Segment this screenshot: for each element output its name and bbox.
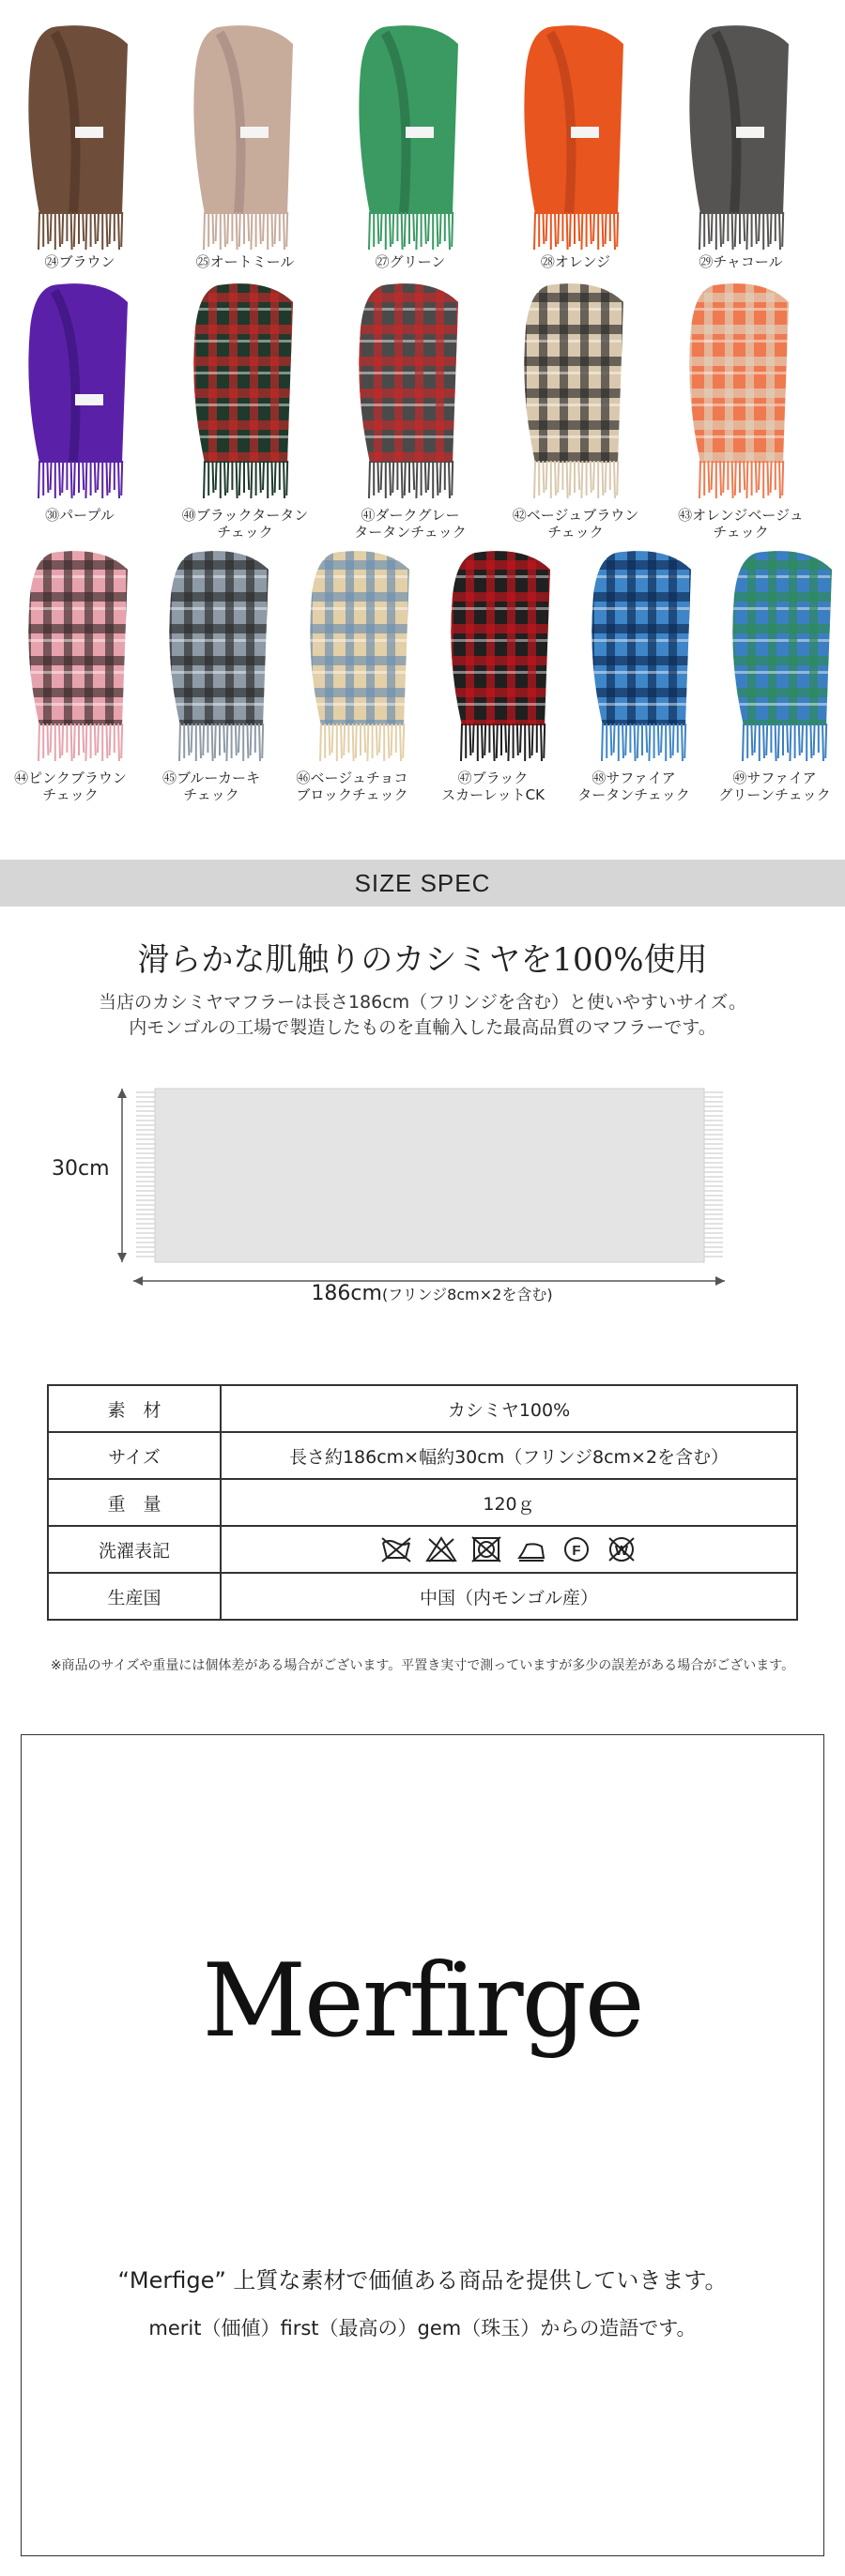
no-bleach-icon (425, 1535, 457, 1563)
spec-key: 洗濯表記 (48, 1526, 221, 1573)
color-label-line: ㊷ベージュブラウン (512, 507, 639, 524)
care-icons (380, 1535, 638, 1563)
color-label (554, 770, 714, 803)
color-label-line: ㉗グリーン (375, 253, 446, 270)
color-label (496, 507, 655, 541)
arrow-left-icon (133, 1276, 143, 1286)
color-label-line: ㊼ブラック (457, 770, 529, 786)
no-wet-clean-icon (606, 1535, 638, 1563)
scarf-image (580, 549, 704, 765)
color-label-line: チェック (547, 524, 604, 541)
color-label-line: ㊾サファイア (732, 770, 817, 786)
brand-logo: Merfirge (202, 1943, 643, 2060)
svg-text:W: W (614, 1543, 629, 1559)
scarf-image (513, 282, 637, 502)
color-label (131, 770, 291, 803)
color-label (496, 253, 655, 270)
length-note: (フリンジ8cm×2を含む) (381, 1286, 553, 1303)
color-label (0, 253, 160, 270)
spec-key: 重 量 (48, 1479, 221, 1526)
spec-value: 中国（内モンゴル産） (221, 1573, 797, 1620)
no-tumble-dry-icon (470, 1535, 502, 1563)
description-line: 当店のカシミヤマフラーは長さ186cm（フリンジを含む）と使いやすいサイズ。 (98, 992, 747, 1013)
length-label (282, 1282, 582, 1305)
color-label (0, 770, 150, 803)
table-row (48, 1526, 797, 1573)
color-label (661, 507, 821, 541)
fringe-left (136, 1092, 155, 1257)
description-line: 内モンゴルの工場で製造したものを直輸入した最高品質のマフラーです。 (129, 1017, 716, 1038)
scarf-image (347, 282, 471, 502)
color-label-line: ㊹ピンクブラウン (14, 770, 127, 786)
color-label (695, 770, 845, 803)
color-label (413, 770, 573, 803)
scarf-image (721, 549, 845, 765)
color-label-line: ㉔ブラウン (44, 253, 115, 270)
scarf-image (347, 23, 471, 253)
color-variation-grid (0, 0, 845, 826)
color-label-line: ㊵ブラックタータン (181, 507, 309, 524)
spec-value: 長さ約186cm×幅約30cm（フリンジ8cm×2を含む） (221, 1432, 797, 1479)
color-label-line: ブロックチェック (296, 786, 408, 803)
arrow-up-icon (117, 1089, 127, 1098)
spec-description (0, 990, 845, 1041)
color-label (330, 253, 490, 270)
color-label-line: チェック (713, 524, 769, 541)
color-label-line: ㉙チャコール (699, 253, 783, 270)
table-row (48, 1385, 797, 1432)
scarf-image (17, 23, 141, 253)
arrow-down-icon (117, 1253, 127, 1262)
dry-clean-f-icon (561, 1535, 592, 1563)
length-value: 186cm (311, 1282, 382, 1305)
scarf-image (182, 282, 306, 502)
no-wash-icon (380, 1535, 412, 1563)
color-label-line: タータンチェック (577, 786, 690, 803)
care-label-cell (221, 1526, 797, 1573)
color-label-line: ㊶ダークグレー (361, 507, 460, 524)
fringe-right (704, 1092, 723, 1257)
color-label-line: ㉚パープル (45, 507, 115, 524)
color-label-line: ㉘オレンジ (540, 253, 611, 270)
scarf-image (17, 282, 141, 502)
color-label (165, 253, 325, 270)
spec-note: ※商品のサイズや重量には個体差がある場合がございます。平置き実寸で測っていますが多少の誤差がある場合がございます。 (50, 1658, 795, 1673)
color-label-line: チェック (183, 786, 239, 803)
spec-value: 120ｇ (221, 1479, 797, 1526)
table-row (48, 1573, 797, 1620)
color-label-line: ㊺ブルーカーキ (161, 770, 261, 786)
scarf-image (678, 23, 802, 253)
color-label-line: ㊽サファイア (592, 770, 676, 786)
table-row (48, 1479, 797, 1526)
scarf-image (182, 23, 306, 253)
size-spec-header: SIZE SPEC (0, 860, 845, 907)
arrow-right-icon (715, 1276, 725, 1286)
brand-tagline: “Merfige” 上質な素材で価値ある商品を提供していきます。 (117, 2267, 728, 2294)
scarf-body (155, 1089, 704, 1262)
scarf-image (299, 549, 422, 765)
width-label: 30cm (52, 1157, 110, 1181)
color-label-line: チェック (42, 786, 99, 803)
scarf-image (158, 549, 282, 765)
color-label-line: グリーンチェック (718, 786, 831, 803)
spec-value: カシミヤ100% (221, 1385, 797, 1432)
spec-key: サイズ (48, 1432, 221, 1479)
scarf-image (513, 23, 637, 253)
color-label-line: ㊻ベージュチョコ (296, 770, 408, 786)
brand-name-origin: merit（価値）first（最高の）gem（珠玉）からの造語です。 (148, 2317, 697, 2340)
iron-low-icon (515, 1535, 547, 1563)
spec-headline: 滑らかな肌触りのカシミヤを100%使用 (137, 941, 708, 979)
color-label (272, 770, 432, 803)
color-label-line: タータンチェック (354, 524, 467, 541)
color-label-line: ㊸オレンジベージュ (678, 507, 804, 524)
scarf-image (678, 282, 802, 502)
color-label (0, 507, 160, 524)
spec-key: 生産国 (48, 1573, 221, 1620)
color-label (661, 253, 821, 270)
svg-text:F: F (572, 1543, 581, 1559)
color-label-line: スカーレットCK (441, 786, 545, 803)
color-label-line: チェック (217, 524, 273, 541)
brand-box (21, 1734, 824, 2556)
color-label (165, 507, 325, 541)
scarf-image (17, 549, 141, 765)
color-label (330, 507, 490, 541)
color-label-line: ㉕オートミール (195, 253, 295, 270)
spec-key: 素 材 (48, 1385, 221, 1432)
spec-table (47, 1384, 798, 1621)
scarf-image (439, 549, 563, 765)
table-row (48, 1432, 797, 1479)
